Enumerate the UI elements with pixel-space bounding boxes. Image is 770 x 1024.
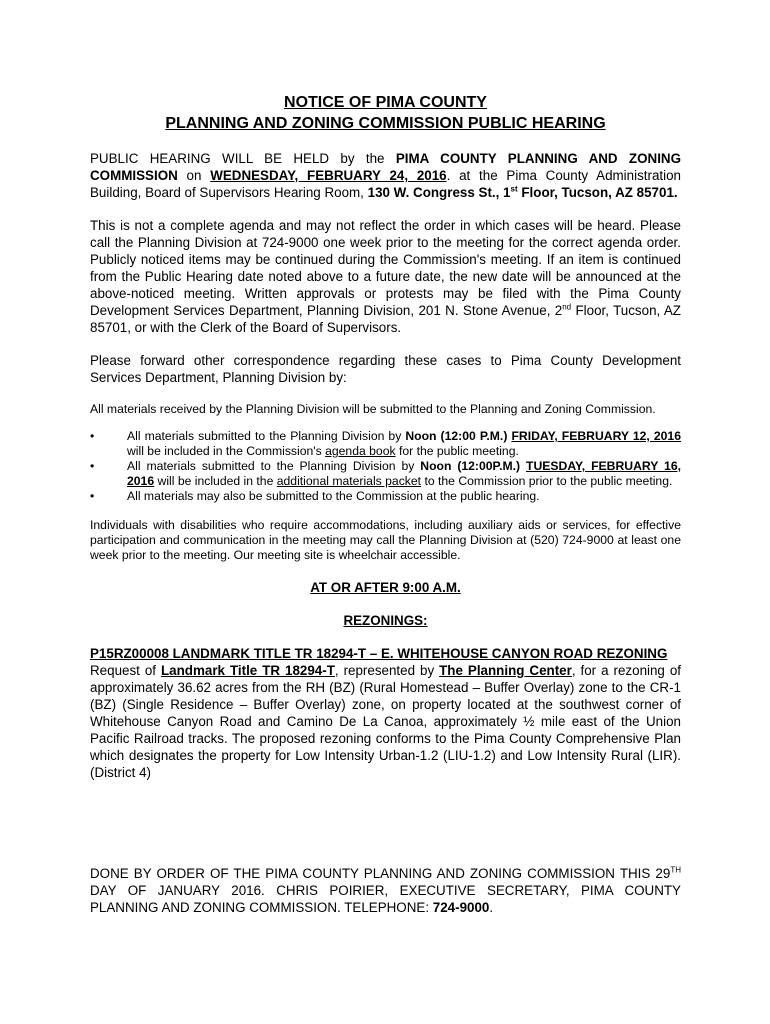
agenda-note-text-2: Floor, Tucson, AZ 85701, or with the Clerk of the Board of Supervisors. [90, 303, 681, 335]
bullet-icon: • [90, 429, 95, 443]
agenda-note-text-1: This is not a complete agenda and may not reflect the order in which cases will be heard. Please call the Planning Division at 724-9000 one week prior to the meeting for the correct agenda order. Publicly noticed items may be continued during the Commission's meeting. If an item is continued from the Public Hearing date noted above to a future date, the new date will be announced at the above-noticed meeting. Written approvals or protests may be filed with the Pima County Development Services Department, Planning Division, 201 N. Stone Avenue, 2 [90, 218, 681, 318]
intro-text-2: on [177, 168, 211, 183]
list-item: • All materials submitted to the Planning Division by Noon (12:00P.M.) TUESDAY, FEBRUARY 16, 2016 will be included in the additional materials packet to the Commission prior to the public meeting. [90, 459, 681, 488]
case-heading: P15RZ00008 LANDMARK TITLE TR 18294-T – E. WHITEHOUSE CANYON ROAD REZONING [90, 646, 668, 661]
additional-materials-link[interactable]: additional materials packet [276, 474, 422, 488]
case-description: Request of Landmark Title TR 18294-T, represented by The Planning Center, for a rezoning of approximately 36.62 acres from the RH (BZ) (Rural Homestead – Buffer Overlay) zone to the CR-1 (BZ) (Single Residence – Buffer Overlay) zone, on property located at the southwest corner of Whitehouse Canyon Road and Camino De La Canoa, approximately ½ mile east of the Union Pacific Railroad tracks. The proposed rezoning conforms to the Pima County Comprehensive Plan which designates the property for Low Intensity Urban-1.2 (LIU-1.2) and Low Intensity Rural (LIR). (District 4) [90, 663, 682, 780]
applicant-name: Landmark Title TR 18294-T [160, 663, 335, 678]
time-heading: AT OR AFTER 9:00 A.M. [310, 580, 461, 595]
section-heading: REZONINGS: [343, 613, 428, 628]
commission-name: PIMA COUNTY PLANNING AND ZONING COMMISSION [90, 151, 682, 183]
representative-name: The Planning Center [439, 663, 572, 678]
deadline-date: TUESDAY, FEBRUARY 16, 2016 [127, 459, 681, 488]
hearing-date: WEDNESDAY, FEBRUARY 24, 2016 [210, 168, 447, 183]
list-item: • All materials may also be submitted to the Commission at the public hearing. [90, 489, 540, 503]
title-line-2: PLANNING AND ZONING COMMISSION PUBLIC HEARING [165, 115, 606, 132]
telephone-number: 724-9000 [432, 900, 490, 915]
address-superscript: st [510, 184, 518, 194]
hearing-address: 130 W. Congress St., 1 [367, 185, 511, 200]
title-line-1: NOTICE OF PIMA COUNTY [284, 94, 487, 111]
intro-paragraph [90, 150, 681, 201]
agenda-book-link[interactable]: agenda book [325, 444, 396, 458]
intro-text-3: . at the Pima County Administration Building, Board of Supervisors Hearing Room, [90, 168, 681, 200]
floor-superscript: nd [562, 302, 572, 312]
closing-text-1: DONE BY ORDER OF THE PIMA COUNTY PLANNING AND ZONING COMMISSION THIS 29 [90, 866, 671, 881]
materials-intro: All materials received by the Planning Division will be submitted to the Planning and Zoning Commission. [90, 402, 656, 416]
bullet-icon: • [90, 459, 95, 473]
list-item: • All materials submitted to the Planning Division by Noon (12:00 P.M.) FRIDAY, FEBRUARY 12, 2016 will be included in the Commission's agenda book for the public meeting. [90, 429, 681, 458]
day-superscript: TH [670, 865, 681, 875]
agenda-note-paragraph [90, 217, 681, 336]
page-title [90, 92, 681, 134]
intro-text-1: PUBLIC HEARING WILL BE HELD by the [90, 151, 396, 166]
forward-paragraph: Please forward other correspondence regarding these cases to Pima County Development Services Department, Planning Division by: [90, 353, 681, 385]
deadline-time: Noon (12:00P.M.) [420, 459, 521, 473]
deadline-time: Noon (12:00 P.M.) [405, 429, 508, 443]
notice-document [90, 92, 681, 916]
bullet-icon: • [90, 489, 95, 503]
closing-paragraph: DONE BY ORDER OF THE PIMA COUNTY PLANNING AND ZONING COMMISSION THIS 29TH DAY OF JANUARY 2016. CHRIS POIRIER, EXECUTIVE SECRETARY, PIMA COUNTY PLANNING AND ZONING COMMISSION. TELEPHONE: 724-9000. [90, 865, 681, 915]
materials-list [90, 429, 681, 504]
deadline-date: FRIDAY, FEBRUARY 12, 2016 [511, 429, 681, 443]
accessibility-paragraph: Individuals with disabilities who require accommodations, including auxiliary aids or services, for effective participation and communication in the meeting may call the Planning Division at (520) 724-9000 at least one week prior to the meeting. Our meeting site is wheelchair accessible. [90, 518, 681, 562]
closing-text-2: DAY OF JANUARY 2016. CHRIS POIRIER, EXECUTIVE SECRETARY, PIMA COUNTY PLANNING AND ZONING COMMISSION. TELEPHONE: [90, 883, 681, 915]
hearing-address-2: Floor, Tucson, AZ 85701. [517, 185, 678, 200]
